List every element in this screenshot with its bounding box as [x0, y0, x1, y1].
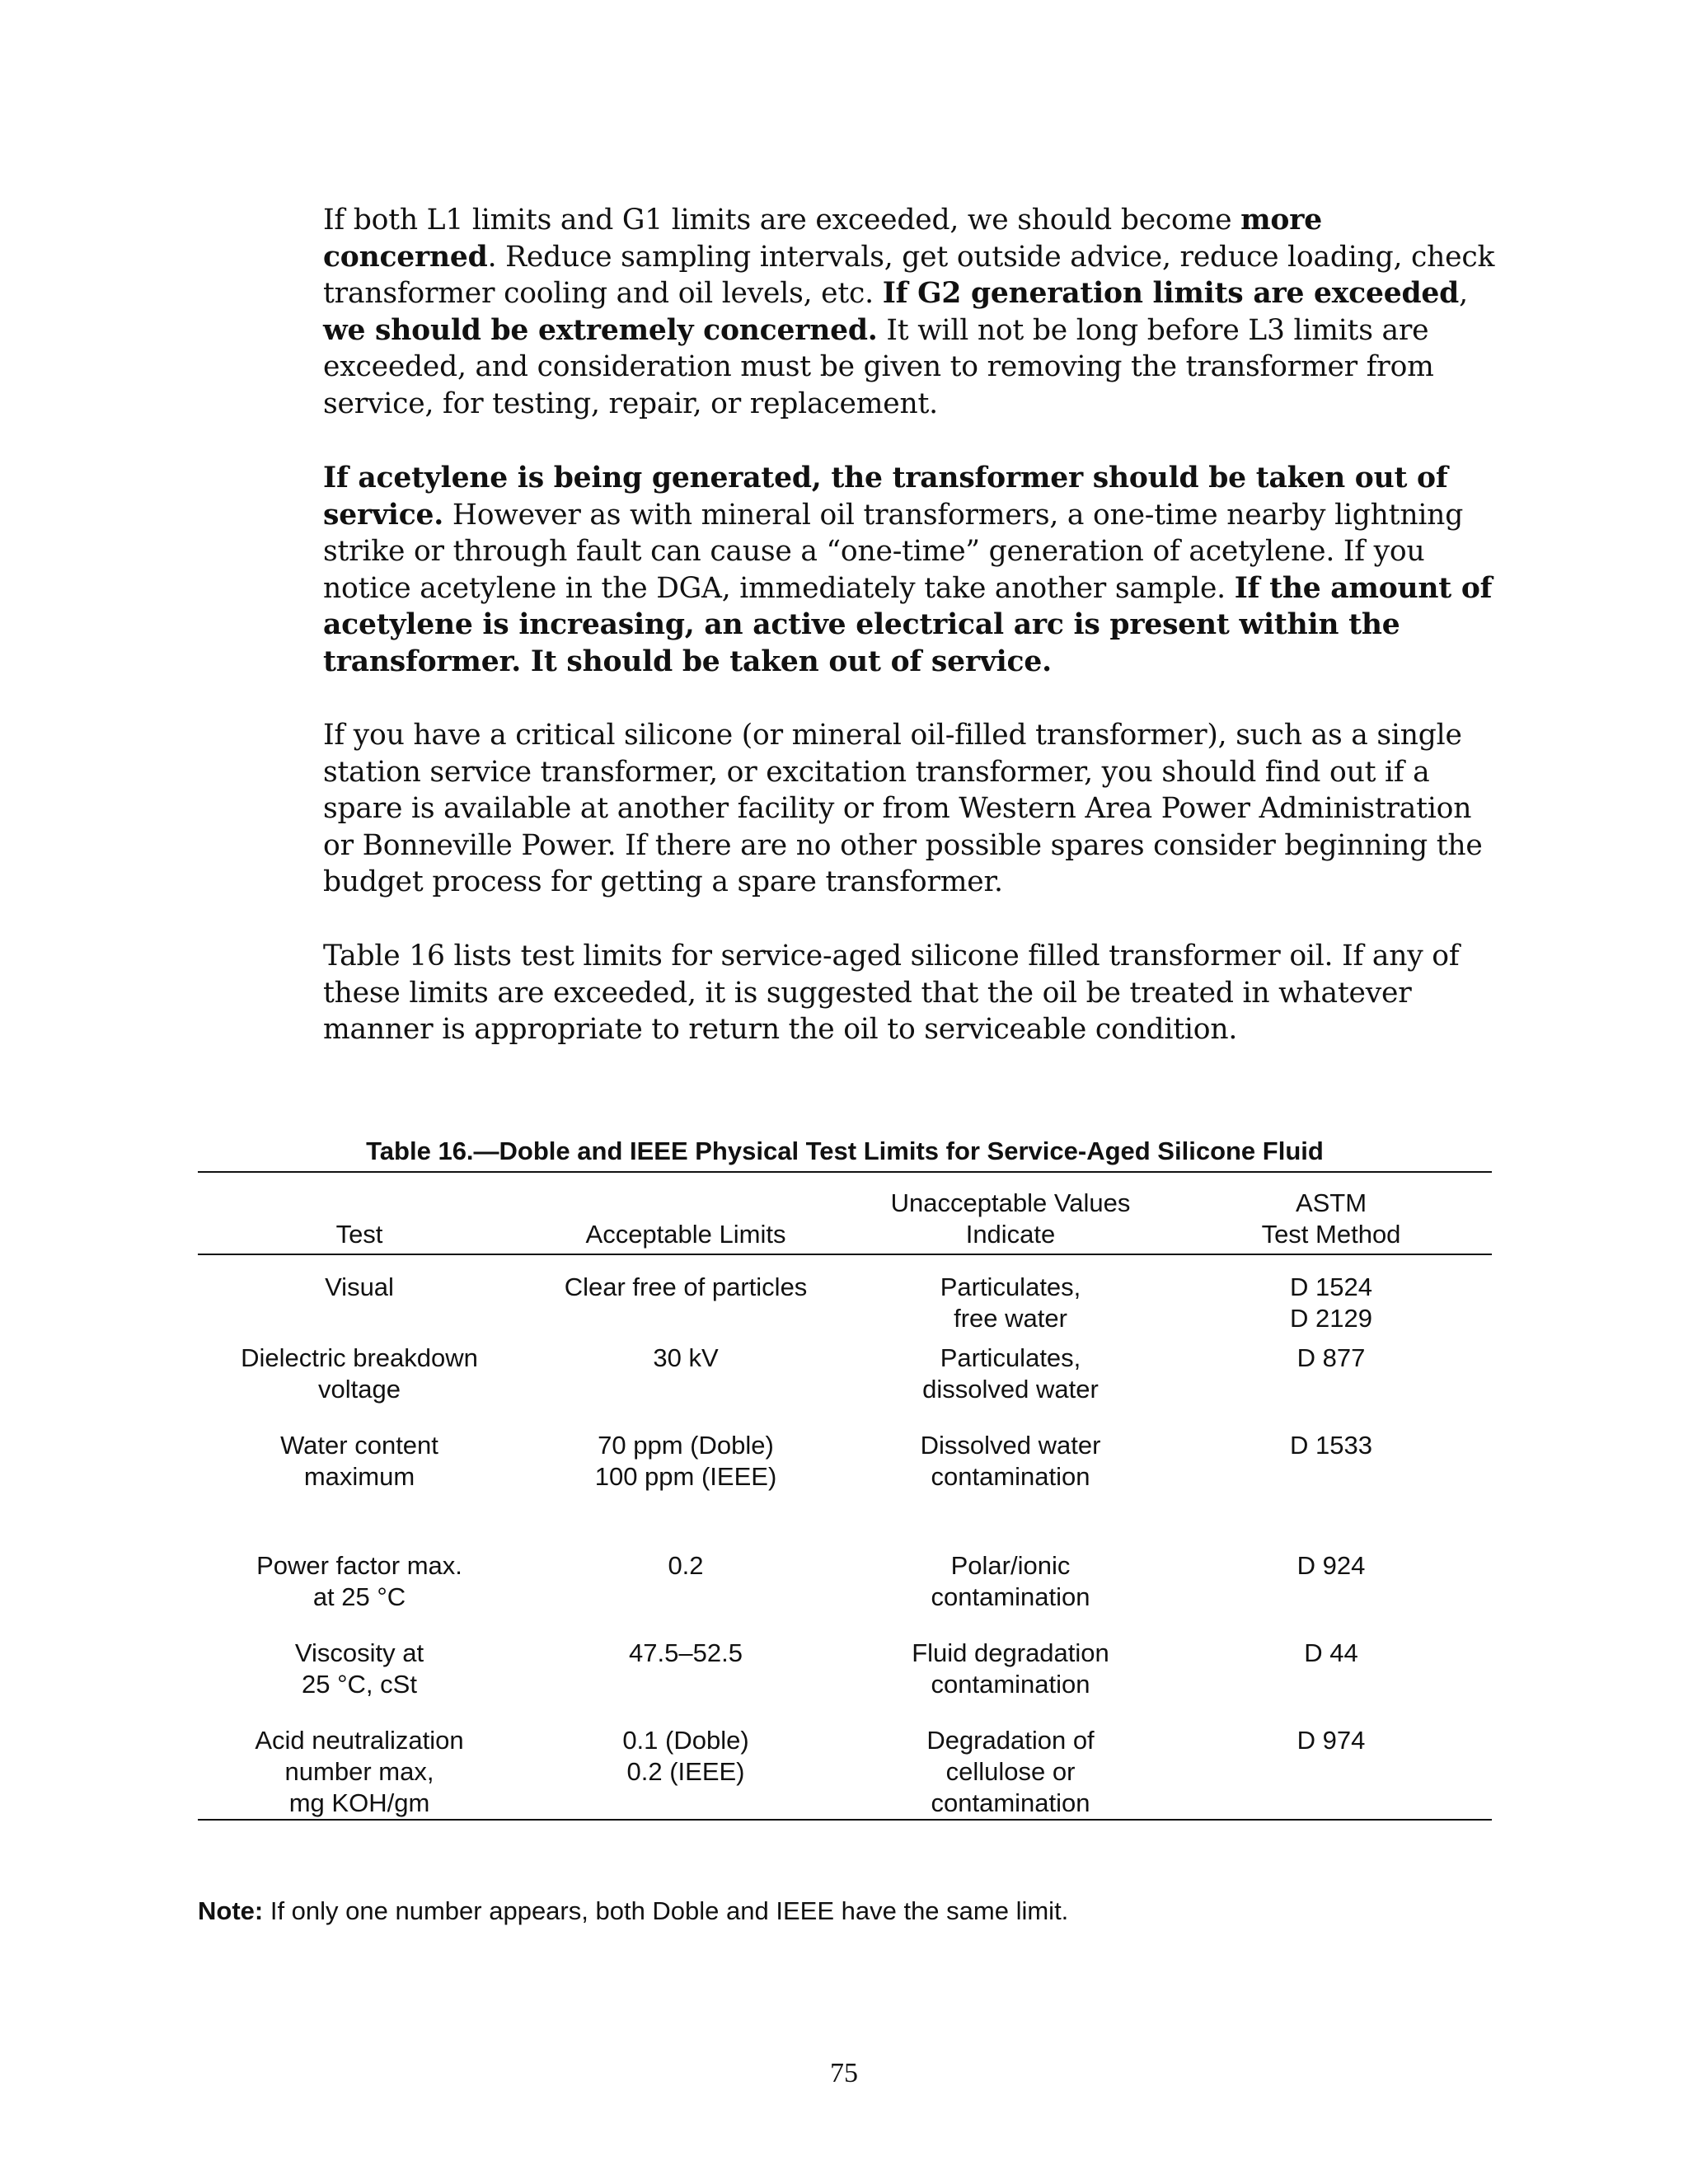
paragraph-table-intro: [323, 938, 1502, 1048]
cell-unacceptable: [851, 1550, 1170, 1638]
header-unacceptable: [851, 1173, 1170, 1254]
cell-line: cellulose or: [945, 1757, 1076, 1786]
cell-line: Power factor max.: [256, 1551, 462, 1580]
table-header-row: [198, 1173, 1492, 1254]
cell-line: D 1524: [1290, 1272, 1372, 1301]
table-row: [198, 1254, 1492, 1343]
bold-span: more concerned: [323, 204, 1322, 274]
cell-line: 25 °C, cSt: [302, 1670, 417, 1699]
bold-span: If acetylene is being generated, the transformer should be taken out of service.: [323, 462, 1448, 532]
table-bottom-rule: [198, 1819, 1492, 1821]
cell-line: Dissolved water: [920, 1431, 1101, 1460]
cell-line: Particulates,: [940, 1343, 1081, 1372]
header-astm: [1170, 1173, 1492, 1254]
cell-line: contamination: [931, 1462, 1090, 1491]
cell-unacceptable: [851, 1638, 1170, 1725]
paragraph-concern-levels: [323, 202, 1502, 423]
bold-span: If the amount of acetylene is increasing, an active electrical arc is present within the transformer. It should be taken out of service.: [323, 571, 1493, 678]
cell-acceptable: [521, 1638, 851, 1725]
header-line: Test: [335, 1220, 383, 1249]
cell-acceptable: [521, 1725, 851, 1819]
paragraph-spare-transformer: [323, 717, 1502, 901]
cell-line: D 877: [1296, 1343, 1366, 1372]
cell-line: contamination: [931, 1582, 1090, 1611]
cell-line: 0.2 (IEEE): [626, 1757, 745, 1786]
header-line: Test Method: [1261, 1220, 1401, 1249]
text-span: . Reduce sampling intervals, get outside advice, reduce loading, check transformer cooling and oil levels, etc.: [323, 240, 1495, 311]
cell-unacceptable: [851, 1725, 1170, 1819]
cell-test: [198, 1254, 521, 1343]
cell-astm: [1170, 1638, 1492, 1725]
bold-span: If G2 generation limits are exceeded: [882, 277, 1460, 311]
cell-line: 47.5–52.5: [629, 1638, 743, 1667]
cell-unacceptable: [851, 1343, 1170, 1430]
header-line: Unacceptable Values: [890, 1188, 1131, 1217]
table-row: [198, 1430, 1492, 1550]
page-number: 75: [830, 2058, 858, 2088]
cell-line: Fluid degradation: [912, 1638, 1109, 1667]
cell-line: Polar/ionic: [950, 1551, 1071, 1580]
cell-line: D 924: [1296, 1551, 1366, 1580]
cell-line: D 1533: [1290, 1431, 1372, 1460]
cell-unacceptable: [851, 1254, 1170, 1343]
note-text: If only one number appears, both Doble and IEEE have the same limit.: [270, 1896, 1069, 1925]
cell-line: D 44: [1304, 1638, 1358, 1667]
cell-line: 100 ppm (IEEE): [594, 1462, 777, 1491]
text-span: Table 16 lists test limits for service-aged silicone filled transformer oil. If any of these limits are exceeded, it is suggested that the oil be treated in whatever manner is appropriate to return the oil to serviceable condition.: [323, 940, 1460, 1047]
cell-line: mg KOH/gm: [288, 1788, 430, 1817]
cell-line: Clear free of particles: [564, 1272, 808, 1301]
table-caption: Table 16.—Doble and IEEE Physical Test Limits for Service-Aged Silicone Fluid: [366, 1137, 1324, 1165]
header-test: [198, 1173, 521, 1254]
cell-line: dissolved water: [922, 1375, 1099, 1404]
cell-line: 30 kV: [653, 1343, 719, 1372]
text-span: If both L1 limits and G1 limits are exceeded, we should become: [323, 204, 1241, 237]
text-span: It will not be long before L3 limits are exceeded, and consideration must be given to removing the transformer from service, for testing, repair, or replacement.: [323, 313, 1434, 420]
header-line: Acceptable Limits: [585, 1220, 786, 1249]
cell-line: D 2129: [1290, 1304, 1372, 1333]
cell-line: 0.1 (Doble): [622, 1726, 749, 1755]
header-acceptable: [521, 1173, 851, 1254]
cell-line: 0.2: [668, 1551, 704, 1580]
cell-astm: [1170, 1430, 1492, 1550]
cell-line: Degradation of: [926, 1726, 1095, 1755]
table-row: [198, 1638, 1492, 1725]
cell-acceptable: [521, 1550, 851, 1638]
cell-line: Dielectric breakdown: [241, 1343, 478, 1372]
cell-acceptable: [521, 1430, 851, 1550]
cell-line: D 974: [1296, 1726, 1366, 1755]
cell-test: [198, 1343, 521, 1430]
cell-line: maximum: [303, 1462, 415, 1491]
table-row: [198, 1725, 1492, 1819]
test-limits-table-block: [198, 1133, 1492, 1821]
table-row: [198, 1343, 1492, 1430]
note-label: Note:: [198, 1896, 264, 1925]
table-body: [198, 1254, 1492, 1819]
bold-span: we should be extremely concerned.: [323, 313, 878, 347]
cell-astm: [1170, 1725, 1492, 1819]
table-row: [198, 1550, 1492, 1638]
cell-acceptable: [521, 1254, 851, 1343]
header-line: Indicate: [965, 1220, 1056, 1249]
cell-line: Water content: [280, 1431, 438, 1460]
cell-line: Viscosity at: [294, 1638, 424, 1667]
cell-line: free water: [954, 1304, 1067, 1333]
cell-test: [198, 1725, 521, 1819]
cell-line: Acid neutralization: [255, 1726, 464, 1755]
header-line: ASTM: [1295, 1188, 1367, 1217]
cell-unacceptable: [851, 1430, 1170, 1550]
text-span: ,: [1459, 277, 1468, 311]
cell-test: [198, 1430, 521, 1550]
cell-line: 70 ppm (Doble): [598, 1431, 774, 1460]
table-note: [198, 1895, 1068, 1928]
cell-line: contamination: [931, 1788, 1090, 1817]
cell-acceptable: [521, 1343, 851, 1430]
cell-line: voltage: [318, 1375, 401, 1404]
test-limits-table: [198, 1173, 1492, 1819]
text-span: However as with mineral oil transformers, a one-time nearby lightning strike or through fault can cause a “one-time” generation of acetylene. If you notice acetylene in the DGA, immediately take another sample.: [323, 498, 1464, 605]
text-span: If you have a critical silicone (or mineral oil-filled transformer), such as a single station service transformer, or excitation transformer, you should find out if a spare is available at another facility or from Western Area Power Administration or Bonneville Power. If there are no other possible spares consider beginning the budget process for getting a spare transformer.: [323, 719, 1483, 899]
cell-line: contamination: [931, 1670, 1090, 1699]
cell-line: number max,: [284, 1757, 434, 1786]
cell-test: [198, 1638, 521, 1725]
paragraph-acetylene: [323, 460, 1502, 681]
cell-astm: [1170, 1550, 1492, 1638]
cell-astm: [1170, 1343, 1492, 1430]
cell-line: Visual: [325, 1272, 394, 1301]
cell-test: [198, 1550, 521, 1638]
cell-astm: [1170, 1254, 1492, 1343]
cell-line: at 25 °C: [312, 1582, 406, 1611]
cell-line: Particulates,: [940, 1272, 1081, 1301]
